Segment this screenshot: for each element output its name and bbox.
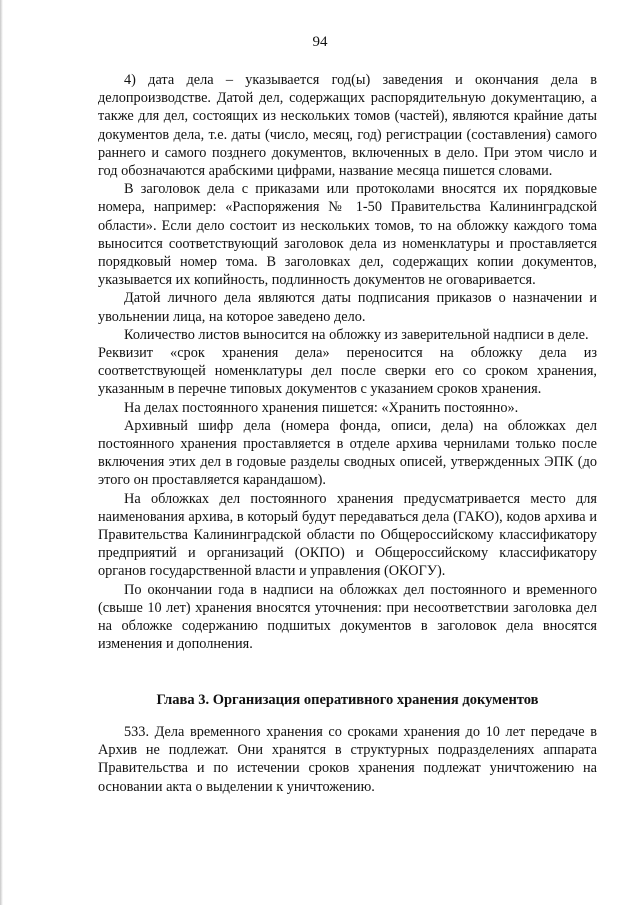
paragraph-archive-code: Архивный шифр дела (номера фонда, описи, дела) на обложках дел постоянного хранения проставляется в отделе архива чернилами только после включения этих дел в годовые разделы сводных описей, утвержденных ЭПК (до этого он проставляется карандашом). xyxy=(98,417,597,489)
scan-edge xyxy=(0,0,3,905)
paragraph-retention-period: Реквизит «срок хранения дела» переносится на обложку дела из соответствующей номенклатуры дел после сверки его со сроком хранения, указанным в перечне типовых документов с указанием сроков хранения. xyxy=(98,345,597,398)
chapter-heading: Глава 3. Организация оперативного хранения документов xyxy=(156,692,539,708)
paragraph-533: 533. Дела временного хранения со сроками хранения до 10 лет передаче в Архив не подлежат. Они хранятся в структурных подразделениях аппарата Правительства и по истечении сроков хранения подлежат уничтожению на основании акта о выделении к уничтожению. xyxy=(98,724,597,795)
paragraph-sheet-count: Количество листов выносится на обложку из заверительной надписи в деле. xyxy=(124,326,589,343)
paragraph-year-end-updates: По окончании года в надписи на обложках дел постоянного и временного (свыше 10 лет) хранения вносятся уточнения: при несоответствии заголовка дел на обложке содержанию подшитых документов в заголовок дела вносятся изменения и дополнения. xyxy=(98,581,597,653)
paragraph-date-of-case: 4) дата дела – указывается год(ы) заведения и окончания дела в делопроизводстве. Датой дел, содержащих распорядительную документацию, а также для дел, состоящих из нескольких томов (частей), являются крайние даты документов дела, т.е. даты (число, месяц, год) регистрации (составления) самого раннего и самого позднего документов, включенных в дело. При этом число и год обозначаются арабскими цифрами, название месяца пишется словами. xyxy=(98,72,597,180)
page-number: 94 xyxy=(312,34,328,50)
paragraph-case-title: В заголовок дела с приказами или протоколами вносятся их порядковые номера, например: «Распоряжения № 1-50 Правительства Калининградской области». Если дело состоит из нескольких томов, то на обложку каждого тома выносится соответствующий заголовок дела из номенклатуры и проставляется порядковый номер тома. В заголовках дел, содержащих копии документов, указывается их копийность, подлинность документов не оговаривается. xyxy=(98,181,597,289)
paragraph-personal-file-date: Датой личного дела являются даты подписания приказов о назначении и увольнении лица, на которое заведено дело. xyxy=(98,290,597,325)
paragraph-keep-permanently: На делах постоянного хранения пишется: «Хранить постоянно». xyxy=(124,399,519,416)
body-text xyxy=(98,71,597,654)
section-text xyxy=(98,723,597,796)
paragraph-archive-name: На обложках дел постоянного хранения предусматривается место для наименования архива, в который будут передаваться дела (ГАКО), кодов архива и Правительства Калининградской области по Общероссийскому классификатору предприятий и организаций (ОКПО) и Общероссийскому классификатору органов государственной власти и управления (ОКОГУ). xyxy=(98,490,597,580)
